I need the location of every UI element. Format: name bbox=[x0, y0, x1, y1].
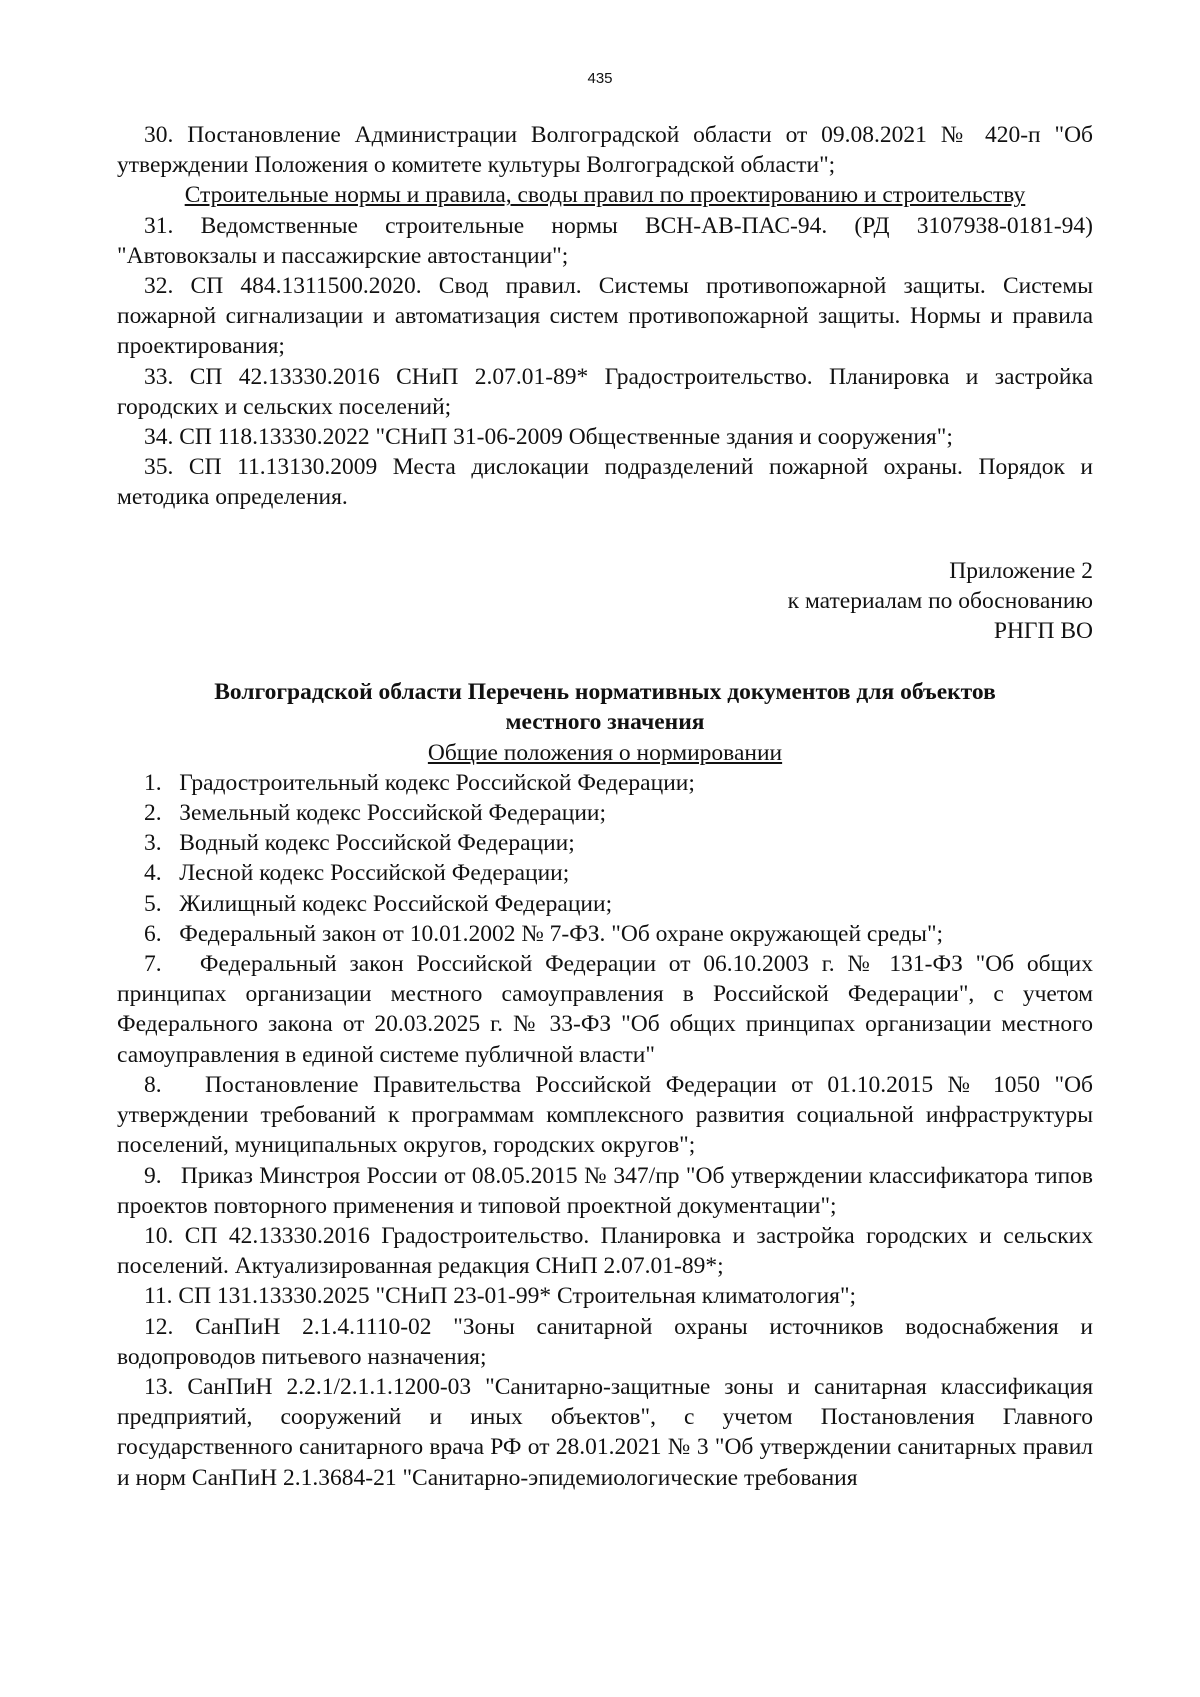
list-item-text: Жилищный кодекс Российской Федерации; bbox=[179, 890, 613, 917]
list-item-text: СанПиН 2.2.1/2.1.1.1200-03 "Санитарно-защитные зоны и санитарная классификация предприятий, сооружений и иных объектов", с учетом Постановления Главного государственного санитарного врача РФ от 28.01.2021 № 3 "Об утверждении санитарных правил и норм СанПиН 2.1.3684-21 "Санитарно-эпидемиологические требования bbox=[117, 1373, 1093, 1491]
list-item-5 bbox=[117, 889, 1093, 919]
list-item-text: Федеральный закон Российской Федерации от 06.10.2003 г. № 131-ФЗ "Об общих принципах организации местного самоуправления в Российской Федерации", с учетом Федерального закона от 20.03.2025 г. № 33-ФЗ "Об общих принципах организации местного самоуправления в единой системе публичной власти" bbox=[117, 951, 1094, 1068]
list-item-number: 30. bbox=[144, 122, 174, 148]
list-item-number: 4. bbox=[144, 860, 162, 887]
list-item-text: Постановление Правительства Российской Федерации от 01.10.2015 № 1050 "Об утверждении требований к программам комплексного развития социальной инфраструктуры поселений, муниципальных округов, городских округов"; bbox=[117, 1071, 1093, 1159]
list-item-number: 32. bbox=[144, 273, 174, 300]
list-item-11 bbox=[117, 1281, 1093, 1311]
list-item-text: Лесной кодекс Российской Федерации; bbox=[179, 860, 570, 887]
list-item-text: СП 118.13330.2022 "СНиП 31-06-2009 Общественные здания и сооружения"; bbox=[179, 424, 953, 451]
list-item-1 bbox=[117, 768, 1093, 798]
list-item-number: 5. bbox=[144, 890, 162, 917]
appendix-line: РНГП ВО bbox=[993, 618, 1093, 645]
list-item-6 bbox=[117, 919, 1093, 949]
list-item-number: 7. bbox=[144, 951, 162, 978]
section-heading-building-codes: Строительные нормы и правила, своды правил по проектированию и строительству bbox=[184, 182, 1026, 209]
list-item-number: 1. bbox=[144, 769, 162, 796]
section-heading-general: Общие положения о нормировании bbox=[427, 739, 783, 766]
list-item-text: Федеральный закон от 10.01.2002 № 7-ФЗ. "Об охране окружающей среды"; bbox=[179, 920, 944, 947]
list-item-32 bbox=[117, 271, 1093, 362]
list-item-34 bbox=[117, 422, 1093, 452]
list-item-number: 12. bbox=[144, 1313, 174, 1340]
list-item-text: СП 42.13330.2016 Градостроительство. Планировка и застройка городских и сельских поселений. Актуализированная редакция СНиП 2.07.01-89*; bbox=[117, 1222, 1093, 1280]
list-item-text: СП 11.13130.2009 Места дислокации подразделений пожарной охраны. Порядок и методика определения. bbox=[117, 454, 1094, 511]
document-body bbox=[117, 120, 1093, 1493]
list-item-35 bbox=[117, 452, 1093, 512]
list-item-number: 33. bbox=[144, 363, 174, 390]
list-item-7 bbox=[117, 949, 1093, 1070]
list-item-3 bbox=[117, 828, 1093, 858]
page-number: 435 bbox=[587, 70, 613, 87]
list-item-2 bbox=[117, 798, 1093, 828]
list-item-text: СанПиН 2.1.4.1110-02 "Зоны санитарной охраны источников водоснабжения и водопроводов питьевого назначения; bbox=[117, 1313, 1093, 1370]
list-item-number: 8. bbox=[144, 1071, 162, 1098]
list-item-number: 10. bbox=[144, 1222, 174, 1249]
list-item-13 bbox=[117, 1372, 1093, 1493]
list-item-text: Водный кодекс Российской Федерации; bbox=[179, 830, 575, 857]
list-item-text: СП 42.13330.2016 СНиП 2.07.01-89* Градостроительство. Планировка и застройка городских и сельских поселений; bbox=[117, 363, 1093, 420]
list-item-number: 3. bbox=[144, 830, 162, 857]
list-item-text: Градостроительный кодекс Российской Федерации; bbox=[179, 769, 695, 796]
appendix-line: Приложение 2 bbox=[949, 557, 1093, 584]
title-line: местного значения bbox=[505, 709, 705, 736]
list-item-number: 11. bbox=[144, 1283, 173, 1310]
list-item-text: Земельный кодекс Российской Федерации; bbox=[179, 800, 607, 827]
list-item-text: Ведомственные строительные нормы ВСН-АВ-ПАС-94. (РД 3107938-0181-94) "Автовокзалы и пассажирские автостанции"; bbox=[117, 212, 1093, 269]
list-item-number: 13. bbox=[144, 1373, 174, 1400]
appendix-caption bbox=[117, 556, 1093, 647]
list-item-number: 9. bbox=[144, 1162, 162, 1189]
list-item-30 bbox=[117, 120, 1093, 180]
document-title bbox=[117, 677, 1093, 737]
list-item-33 bbox=[117, 362, 1093, 422]
list-item-12 bbox=[117, 1312, 1093, 1372]
list-item-9 bbox=[117, 1161, 1093, 1221]
list-item-text: Приказ Минстроя России от 08.05.2015 № 347/пр "Об утверждении классификатора типов проектов повторного применения и типовой проектной документации"; bbox=[117, 1162, 1093, 1219]
list-item-10 bbox=[117, 1221, 1093, 1281]
list-item-4 bbox=[117, 858, 1093, 888]
title-line: Волгоградской области Перечень нормативных документов для объектов bbox=[214, 679, 996, 706]
list-item-number: 34. bbox=[144, 424, 174, 451]
list-item-text: СП 484.1311500.2020. Свод правил. Системы противопожарной защиты. Системы пожарной сигнализации и автоматизация систем противопожарной защиты. Нормы и правила проектирования; bbox=[117, 273, 1094, 360]
list-item-text: СП 131.13330.2025 "СНиП 23-01-99* Строительная климатология"; bbox=[178, 1283, 857, 1310]
list-item-number: 6. bbox=[144, 920, 162, 947]
list-item-text: Постановление Администрации Волгоградской области от 09.08.2021 № 420-п "Об утверждении Положения о комитете культуры Волгоградской области"; bbox=[117, 122, 1094, 179]
list-item-number: 35. bbox=[144, 454, 174, 481]
list-item-number: 2. bbox=[144, 800, 162, 827]
list-item-number: 31. bbox=[144, 212, 174, 239]
list-item-31 bbox=[117, 211, 1093, 271]
list-item-8 bbox=[117, 1070, 1093, 1161]
appendix-line: к материалам по обоснованию bbox=[787, 587, 1093, 614]
